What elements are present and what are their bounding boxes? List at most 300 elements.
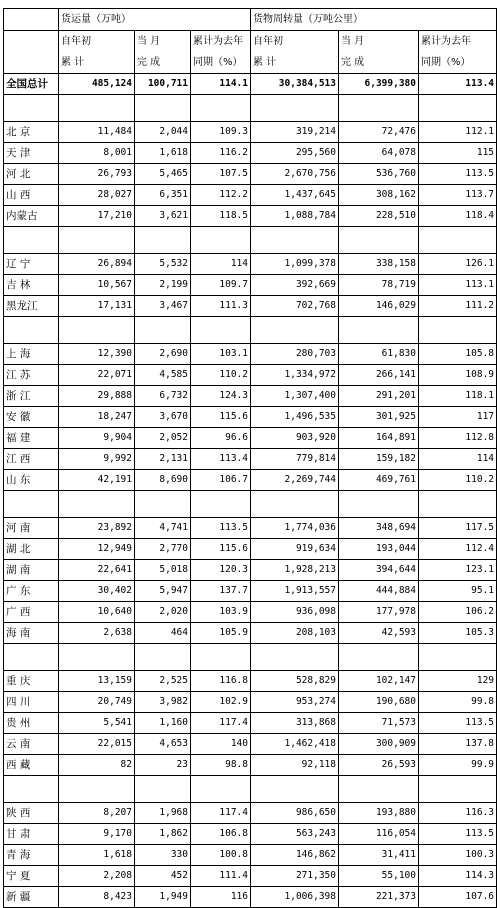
cell-value: 26,894 xyxy=(59,254,135,275)
table-row xyxy=(4,824,497,845)
cell-value: 266,141 xyxy=(339,365,419,386)
cell-value: 228,510 xyxy=(339,206,419,227)
cell-value: 30,402 xyxy=(59,581,135,602)
cell-value: 2,020 xyxy=(135,602,191,623)
cell-value: 1,099,378 xyxy=(251,254,339,275)
header-cell: 累 计 xyxy=(251,52,339,74)
cell-value: 22,015 xyxy=(59,734,135,755)
row-name: 内蒙古 xyxy=(4,206,59,227)
row-name: 湖 南 xyxy=(4,560,59,581)
cell-value: 17,131 xyxy=(59,296,135,317)
cell-value: 113.5 xyxy=(191,518,251,539)
empty-cell xyxy=(191,95,251,122)
cell-value: 100.3 xyxy=(419,845,497,866)
cell-value: 116.3 xyxy=(419,803,497,824)
cell-value: 115.6 xyxy=(191,539,251,560)
cell-value: 4,585 xyxy=(135,365,191,386)
cell-value: 9,992 xyxy=(59,449,135,470)
spacer-row xyxy=(4,491,497,518)
cell-value: 528,829 xyxy=(251,671,339,692)
cell-value: 64,078 xyxy=(339,143,419,164)
empty-cell xyxy=(251,317,339,344)
cell-value: 2,269,744 xyxy=(251,470,339,491)
cell-value: 112.4 xyxy=(419,539,497,560)
empty-cell xyxy=(135,491,191,518)
cell-value: 1,334,972 xyxy=(251,365,339,386)
row-name: 湖 北 xyxy=(4,539,59,560)
cell-value: 193,880 xyxy=(339,803,419,824)
header-freight-turnover: 货物周转量（万吨公里） xyxy=(251,9,497,31)
cell-value: 103.9 xyxy=(191,602,251,623)
table-row xyxy=(4,887,497,908)
spacer-row xyxy=(4,227,497,254)
table-row xyxy=(4,164,497,185)
cell-value: 392,669 xyxy=(251,275,339,296)
cell-value: 107.6 xyxy=(419,887,497,908)
cell-value: 8,690 xyxy=(135,470,191,491)
table-row xyxy=(4,845,497,866)
empty-cell xyxy=(59,317,135,344)
cell-value: 112.2 xyxy=(191,185,251,206)
cell-value: 23,892 xyxy=(59,518,135,539)
cell-value: 1,496,535 xyxy=(251,407,339,428)
row-name: 山 西 xyxy=(4,185,59,206)
cell-value: 452 xyxy=(135,866,191,887)
empty-cell xyxy=(191,227,251,254)
cell-value: 1,618 xyxy=(59,845,135,866)
freight-table xyxy=(3,8,497,908)
cell-value: 2,131 xyxy=(135,449,191,470)
table-row xyxy=(4,344,497,365)
cell-value: 102.9 xyxy=(191,692,251,713)
cell-value: 123.1 xyxy=(419,560,497,581)
cell-value: 109.7 xyxy=(191,275,251,296)
cell-value: 109.3 xyxy=(191,122,251,143)
empty-cell xyxy=(135,95,191,122)
table-row xyxy=(4,560,497,581)
cell-value: 6,732 xyxy=(135,386,191,407)
row-name: 新 疆 xyxy=(4,887,59,908)
cell-value: 110.2 xyxy=(191,365,251,386)
spacer-row xyxy=(4,644,497,671)
cell-value: 5,018 xyxy=(135,560,191,581)
empty-cell xyxy=(339,317,419,344)
cell-value: 116 xyxy=(191,887,251,908)
row-name: 辽 宁 xyxy=(4,254,59,275)
cell-value: 313,868 xyxy=(251,713,339,734)
cell-value: 1,307,400 xyxy=(251,386,339,407)
empty-cell xyxy=(59,644,135,671)
cell-value: 779,814 xyxy=(251,449,339,470)
cell-value: 115 xyxy=(419,143,497,164)
cell-value: 193,044 xyxy=(339,539,419,560)
cell-value: 177,978 xyxy=(339,602,419,623)
cell-value: 291,201 xyxy=(339,386,419,407)
header-row-3 xyxy=(4,52,497,74)
cell-value: 1,928,213 xyxy=(251,560,339,581)
table-row xyxy=(4,296,497,317)
cell-value: 140 xyxy=(191,734,251,755)
cell-value: 5,947 xyxy=(135,581,191,602)
cell-value: 208,103 xyxy=(251,623,339,644)
cell-value: 114.3 xyxy=(419,866,497,887)
cell-value: 111.2 xyxy=(419,296,497,317)
cell-value: 2,199 xyxy=(135,275,191,296)
cell-value: 105.9 xyxy=(191,623,251,644)
cell-value: 20,749 xyxy=(59,692,135,713)
cell-value: 42,191 xyxy=(59,470,135,491)
table-row xyxy=(4,866,497,887)
cell-value: 113.5 xyxy=(419,164,497,185)
table-row xyxy=(4,671,497,692)
cell-value: 444,884 xyxy=(339,581,419,602)
cell-value: 137.7 xyxy=(191,581,251,602)
cell-value: 115.6 xyxy=(191,407,251,428)
spacer-row xyxy=(4,776,497,803)
cell-value: 1,006,398 xyxy=(251,887,339,908)
cell-value: 271,350 xyxy=(251,866,339,887)
cell-value: 129 xyxy=(419,671,497,692)
row-name: 贵 州 xyxy=(4,713,59,734)
total-row xyxy=(4,74,497,95)
cell-value: 117.5 xyxy=(419,518,497,539)
cell-value: 1,949 xyxy=(135,887,191,908)
row-name: 安 徽 xyxy=(4,407,59,428)
empty-cell xyxy=(339,227,419,254)
empty-cell xyxy=(339,644,419,671)
cell-value: 112.1 xyxy=(419,122,497,143)
cell-value: 2,638 xyxy=(59,623,135,644)
cell-value: 28,027 xyxy=(59,185,135,206)
cell-value: 22,641 xyxy=(59,560,135,581)
cell-value: 92,118 xyxy=(251,755,339,776)
cell-value: 113.1 xyxy=(419,275,497,296)
cell-value: 953,274 xyxy=(251,692,339,713)
cell-value: 13,159 xyxy=(59,671,135,692)
cell-value: 78,719 xyxy=(339,275,419,296)
row-name: 福 建 xyxy=(4,428,59,449)
cell-value: 114.1 xyxy=(191,74,251,95)
cell-value: 1,618 xyxy=(135,143,191,164)
row-name: 江 西 xyxy=(4,449,59,470)
table-row xyxy=(4,206,497,227)
cell-value: 108.9 xyxy=(419,365,497,386)
empty-cell xyxy=(4,491,59,518)
cell-value: 126.1 xyxy=(419,254,497,275)
empty-cell xyxy=(419,644,497,671)
cell-value: 96.6 xyxy=(191,428,251,449)
cell-value: 1,862 xyxy=(135,824,191,845)
cell-value: 563,243 xyxy=(251,824,339,845)
cell-value: 31,411 xyxy=(339,845,419,866)
row-name: 山 东 xyxy=(4,470,59,491)
cell-value: 10,567 xyxy=(59,275,135,296)
table-row xyxy=(4,518,497,539)
cell-value: 308,162 xyxy=(339,185,419,206)
empty-cell xyxy=(59,491,135,518)
table-row xyxy=(4,185,497,206)
empty-cell xyxy=(419,317,497,344)
cell-value: 9,170 xyxy=(59,824,135,845)
empty-cell xyxy=(59,776,135,803)
empty-cell xyxy=(4,644,59,671)
spacer-row xyxy=(4,317,497,344)
empty-cell xyxy=(339,95,419,122)
cell-value: 113.4 xyxy=(191,449,251,470)
cell-value: 164,891 xyxy=(339,428,419,449)
header-corner xyxy=(4,9,59,31)
cell-value: 2,052 xyxy=(135,428,191,449)
cell-value: 3,982 xyxy=(135,692,191,713)
row-name: 宁 夏 xyxy=(4,866,59,887)
row-name: 天 津 xyxy=(4,143,59,164)
empty-cell xyxy=(339,776,419,803)
cell-value: 26,793 xyxy=(59,164,135,185)
cell-value: 113.5 xyxy=(419,824,497,845)
table-row xyxy=(4,143,497,164)
empty-cell xyxy=(251,644,339,671)
cell-value: 105.8 xyxy=(419,344,497,365)
cell-value: 1,160 xyxy=(135,713,191,734)
cell-value: 5,465 xyxy=(135,164,191,185)
empty-cell xyxy=(251,776,339,803)
cell-value: 10,640 xyxy=(59,602,135,623)
cell-value: 12,390 xyxy=(59,344,135,365)
cell-value: 118.1 xyxy=(419,386,497,407)
cell-value: 118.5 xyxy=(191,206,251,227)
cell-value: 348,694 xyxy=(339,518,419,539)
empty-cell xyxy=(135,776,191,803)
row-name: 重 庆 xyxy=(4,671,59,692)
cell-value: 2,670,756 xyxy=(251,164,339,185)
cell-value: 190,680 xyxy=(339,692,419,713)
row-name: 江 苏 xyxy=(4,365,59,386)
cell-value: 6,399,380 xyxy=(339,74,419,95)
cell-value: 394,644 xyxy=(339,560,419,581)
row-name: 甘 肃 xyxy=(4,824,59,845)
cell-value: 137.8 xyxy=(419,734,497,755)
table-row xyxy=(4,734,497,755)
cell-value: 485,124 xyxy=(59,74,135,95)
cell-value: 120.3 xyxy=(191,560,251,581)
cell-value: 3,467 xyxy=(135,296,191,317)
table-row xyxy=(4,275,497,296)
cell-value: 100,711 xyxy=(135,74,191,95)
row-name: 黑龙江 xyxy=(4,296,59,317)
cell-value: 106.2 xyxy=(419,602,497,623)
cell-value: 1,437,645 xyxy=(251,185,339,206)
cell-value: 146,862 xyxy=(251,845,339,866)
cell-value: 3,670 xyxy=(135,407,191,428)
table-row xyxy=(4,755,497,776)
cell-value: 8,001 xyxy=(59,143,135,164)
cell-value: 102,147 xyxy=(339,671,419,692)
cell-value: 82 xyxy=(59,755,135,776)
cell-value: 26,593 xyxy=(339,755,419,776)
cell-value: 2,690 xyxy=(135,344,191,365)
cell-value: 111.4 xyxy=(191,866,251,887)
cell-value: 469,761 xyxy=(339,470,419,491)
cell-value: 986,650 xyxy=(251,803,339,824)
empty-cell xyxy=(59,95,135,122)
header-cell: 累计为去年 xyxy=(191,31,251,53)
cell-value: 118.4 xyxy=(419,206,497,227)
cell-value: 114 xyxy=(191,254,251,275)
row-name: 北 京 xyxy=(4,122,59,143)
cell-value: 8,207 xyxy=(59,803,135,824)
cell-value: 117 xyxy=(419,407,497,428)
header-cell: 完 成 xyxy=(135,52,191,74)
cell-value: 280,703 xyxy=(251,344,339,365)
table-row xyxy=(4,254,497,275)
cell-value: 1,913,557 xyxy=(251,581,339,602)
cell-value: 4,741 xyxy=(135,518,191,539)
empty-cell xyxy=(191,776,251,803)
empty-cell xyxy=(4,227,59,254)
row-name: 河 南 xyxy=(4,518,59,539)
empty-cell xyxy=(191,317,251,344)
header-row-1 xyxy=(4,9,497,31)
empty-cell xyxy=(4,95,59,122)
table-row xyxy=(4,365,497,386)
cell-value: 919,634 xyxy=(251,539,339,560)
cell-value: 18,247 xyxy=(59,407,135,428)
row-name: 广 西 xyxy=(4,602,59,623)
cell-value: 5,541 xyxy=(59,713,135,734)
empty-cell xyxy=(135,644,191,671)
empty-cell xyxy=(135,317,191,344)
empty-cell xyxy=(419,491,497,518)
row-name: 广 东 xyxy=(4,581,59,602)
cell-value: 103.1 xyxy=(191,344,251,365)
cell-value: 29,888 xyxy=(59,386,135,407)
cell-value: 113.5 xyxy=(419,713,497,734)
empty-cell xyxy=(4,317,59,344)
table-row xyxy=(4,803,497,824)
cell-value: 111.3 xyxy=(191,296,251,317)
cell-value: 936,098 xyxy=(251,602,339,623)
header-cell: 自年初 xyxy=(251,31,339,53)
cell-value: 113.4 xyxy=(419,74,497,95)
cell-value: 110.2 xyxy=(419,470,497,491)
row-name: 四 川 xyxy=(4,692,59,713)
cell-value: 1,462,418 xyxy=(251,734,339,755)
cell-value: 464 xyxy=(135,623,191,644)
row-name: 浙 江 xyxy=(4,386,59,407)
cell-value: 112.8 xyxy=(419,428,497,449)
cell-value: 338,158 xyxy=(339,254,419,275)
table-row xyxy=(4,470,497,491)
cell-value: 11,484 xyxy=(59,122,135,143)
cell-value: 159,182 xyxy=(339,449,419,470)
cell-value: 330 xyxy=(135,845,191,866)
cell-value: 9,904 xyxy=(59,428,135,449)
empty-cell xyxy=(191,491,251,518)
empty-cell xyxy=(4,776,59,803)
cell-value: 72,476 xyxy=(339,122,419,143)
table-row xyxy=(4,692,497,713)
table-row xyxy=(4,428,497,449)
header-cell: 完 成 xyxy=(339,52,419,74)
cell-value: 95.1 xyxy=(419,581,497,602)
cell-value: 113.7 xyxy=(419,185,497,206)
row-name: 云 南 xyxy=(4,734,59,755)
cell-value: 2,044 xyxy=(135,122,191,143)
cell-value: 8,423 xyxy=(59,887,135,908)
table-row xyxy=(4,122,497,143)
cell-value: 1,088,784 xyxy=(251,206,339,227)
row-name: 上 海 xyxy=(4,344,59,365)
cell-value: 319,214 xyxy=(251,122,339,143)
empty-cell xyxy=(135,227,191,254)
header-cell: 同期（%） xyxy=(191,52,251,74)
cell-value: 114 xyxy=(419,449,497,470)
row-name: 海 南 xyxy=(4,623,59,644)
cell-value: 903,920 xyxy=(251,428,339,449)
cell-value: 117.4 xyxy=(191,713,251,734)
cell-value: 702,768 xyxy=(251,296,339,317)
empty-cell xyxy=(251,491,339,518)
cell-value: 17,210 xyxy=(59,206,135,227)
cell-value: 300,909 xyxy=(339,734,419,755)
table-row xyxy=(4,386,497,407)
cell-value: 2,525 xyxy=(135,671,191,692)
cell-value: 3,621 xyxy=(135,206,191,227)
header-cell: 累计为去年 xyxy=(419,31,497,53)
header-cell: 自年初 xyxy=(59,31,135,53)
empty-cell xyxy=(419,776,497,803)
cell-value: 99.8 xyxy=(419,692,497,713)
cell-value: 295,560 xyxy=(251,143,339,164)
cell-value: 301,925 xyxy=(339,407,419,428)
table-row xyxy=(4,623,497,644)
row-name: 西 藏 xyxy=(4,755,59,776)
cell-value: 98.8 xyxy=(191,755,251,776)
table-row xyxy=(4,539,497,560)
cell-value: 116.2 xyxy=(191,143,251,164)
empty-cell xyxy=(59,227,135,254)
cell-value: 107.5 xyxy=(191,164,251,185)
header-corner xyxy=(4,52,59,74)
row-name: 河 北 xyxy=(4,164,59,185)
row-name: 青 海 xyxy=(4,845,59,866)
cell-value: 99.9 xyxy=(419,755,497,776)
header-cell: 当 月 xyxy=(339,31,419,53)
cell-value: 1,774,036 xyxy=(251,518,339,539)
cell-value: 536,760 xyxy=(339,164,419,185)
row-name: 全国总计 xyxy=(4,74,59,95)
header-cell: 当 月 xyxy=(135,31,191,53)
cell-value: 4,653 xyxy=(135,734,191,755)
row-name: 陕 西 xyxy=(4,803,59,824)
cell-value: 221,373 xyxy=(339,887,419,908)
cell-value: 61,830 xyxy=(339,344,419,365)
spacer-row xyxy=(4,95,497,122)
empty-cell xyxy=(251,95,339,122)
cell-value: 117.4 xyxy=(191,803,251,824)
table-row xyxy=(4,713,497,734)
empty-cell xyxy=(419,227,497,254)
table-row xyxy=(4,407,497,428)
cell-value: 6,351 xyxy=(135,185,191,206)
cell-value: 30,384,513 xyxy=(251,74,339,95)
cell-value: 55,100 xyxy=(339,866,419,887)
table-row xyxy=(4,581,497,602)
cell-value: 5,532 xyxy=(135,254,191,275)
cell-value: 106.8 xyxy=(191,824,251,845)
cell-value: 2,770 xyxy=(135,539,191,560)
empty-cell xyxy=(419,95,497,122)
